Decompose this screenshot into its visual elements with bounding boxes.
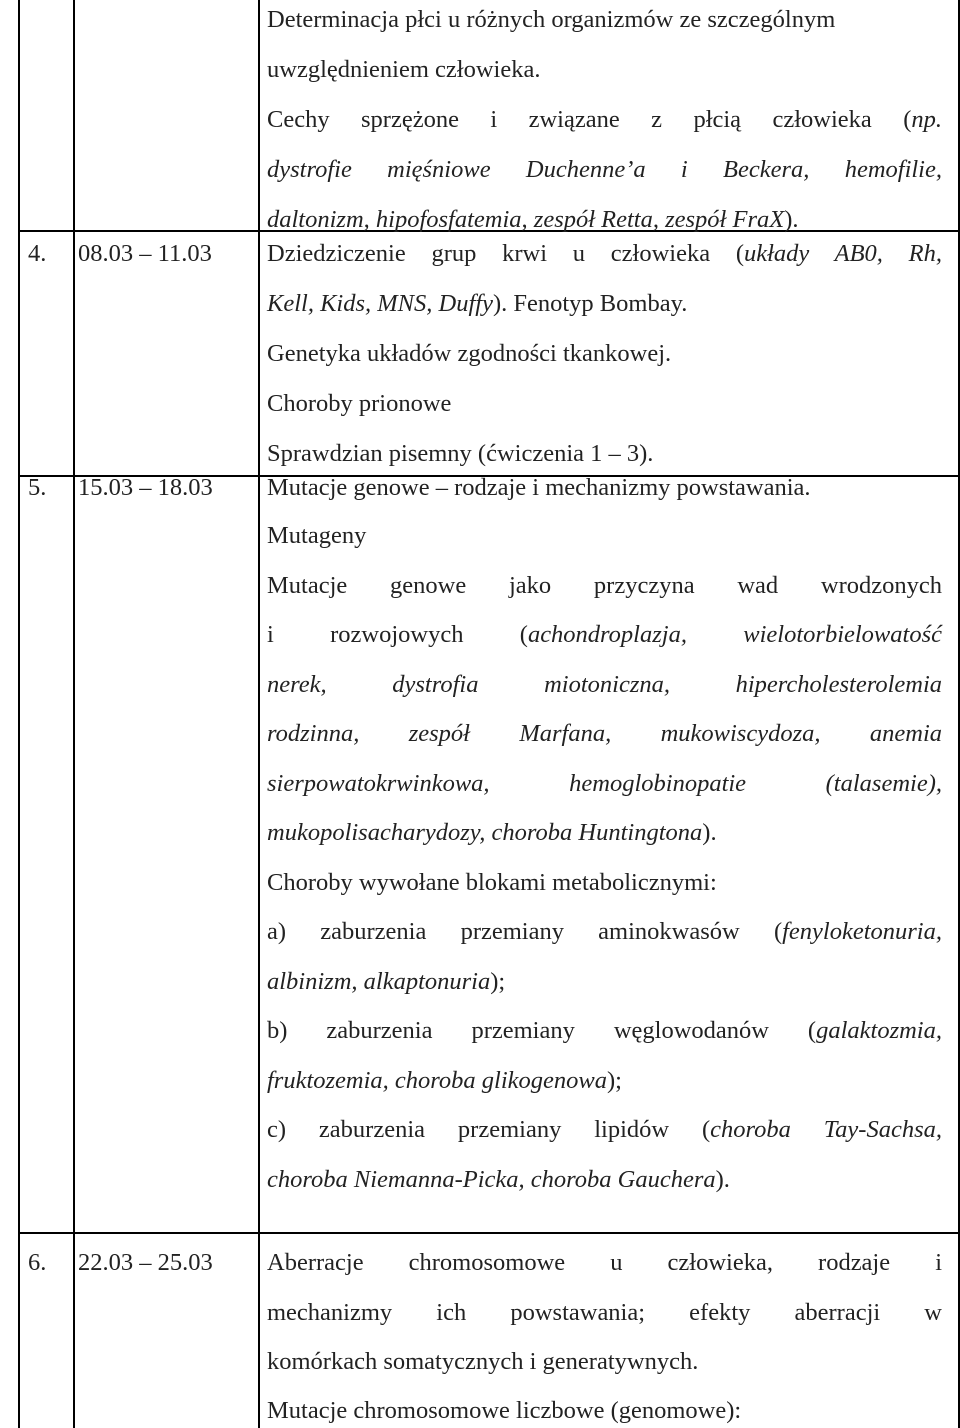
list-item: daltonizm, hipofosfatemia, zespół Retta, zespół FraX). [267,206,799,233]
row-number: 4. [28,240,47,267]
list-item: b) zaburzenia przemiany węglowodanów (galaktozmia, [267,1017,942,1044]
row-date: 22.03 – 25.03 [78,1249,213,1276]
list-item: sierpowatokrwinkowa, hemoglobinopatie (talasemie), [267,770,942,797]
table-border-text-col [258,0,260,1428]
list-item: Determinacja płci u różnych organizmów ze szczególnym [267,6,836,33]
list-item: a) zaburzenia przemiany aminokwasów (fenyloketonuria, [267,918,942,945]
list-item: c) zaburzenia przemiany lipidów (choroba Tay-Sachsa, [267,1116,942,1143]
list-item: mechanizmy ich powstawania; efekty aberracji w [267,1299,942,1326]
table-border-left [18,0,20,1428]
table-border-right [958,0,960,1428]
row-number: 6. [28,1249,47,1276]
list-item: Aberracje chromosomowe u człowieka, rodzaje i [267,1249,942,1276]
list-item: Kell, Kids, MNS, Duffy). Fenotyp Bombay. [267,290,688,317]
list-item: Genetyka układów zgodności tkankowej. [267,340,672,367]
list-item: rodzinna, zespół Marfana, mukowiscydoza, anemia [267,720,942,747]
list-item: uwzględnieniem człowieka. [267,56,541,83]
list-item: Choroby wywołane blokami metabolicznymi: [267,869,717,896]
list-item: Cechy sprzężone i związane z płcią człowieka (np. [267,106,942,133]
table-border-date-col [73,0,75,1428]
list-item: Mutageny [267,522,367,549]
list-item: choroba Niemanna-Picka, choroba Gauchera). [267,1166,730,1193]
row-date: 15.03 – 18.03 [78,474,213,501]
row-date: 08.03 – 11.03 [78,240,212,267]
list-item: komórkach somatycznych i generatywnych. [267,1348,699,1375]
list-item: nerek, dystrofia miotoniczna, hipercholesterolemia [267,671,942,698]
list-item: Mutacje genowe jako przyczyna wad wrodzonych [267,572,942,599]
list-item: albinizm, alkaptonuria); [267,968,506,995]
list-item: fruktozemia, choroba glikogenowa); [267,1067,622,1094]
list-item: i rozwojowych (achondroplazja, wielotorbielowatość [267,621,942,648]
list-item: dystrofie mięśniowe Duchenne’a i Beckera, hemofilie, [267,156,942,183]
list-item: Dziedziczenie grup krwi u człowieka (układy AB0, Rh, [267,240,943,267]
list-item: mukopolisacharydozy, choroba Huntingtona). [267,819,717,846]
list-item: Choroby prionowe [267,390,452,417]
list-item: Sprawdzian pisemny (ćwiczenia 1 – 3). [267,440,654,467]
row-number: 5. [28,474,47,501]
list-item: Mutacje genowe – rodzaje i mechanizmy powstawania. [267,474,811,501]
row-separator [18,1232,960,1234]
list-item: Mutacje chromosomowe liczbowe (genomowe): [267,1397,742,1424]
